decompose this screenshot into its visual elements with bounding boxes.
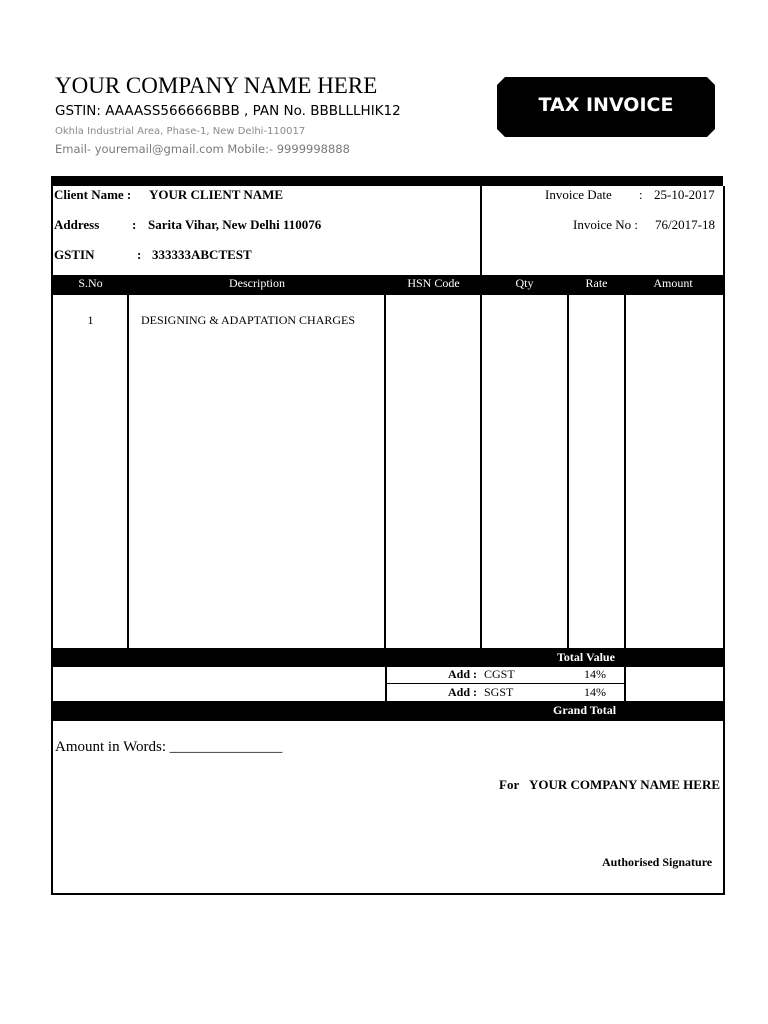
client-name-label: Client Name : bbox=[54, 187, 132, 202]
company-address: Okhla Industrial Area, Phase-1, New Delhi-110017 bbox=[55, 126, 306, 137]
sgst-rate: 14% bbox=[584, 685, 606, 699]
header-qty: Qty bbox=[515, 276, 534, 290]
grand-total-bar bbox=[51, 701, 723, 721]
col-line-rate bbox=[624, 295, 626, 648]
invoice-date-label: Invoice Date bbox=[545, 187, 612, 202]
tax-line-left bbox=[385, 667, 387, 701]
header-rate: Rate bbox=[585, 276, 608, 290]
header-amount: Amount bbox=[653, 276, 693, 290]
invoice-no-value: 76/2017-18 bbox=[655, 217, 715, 232]
client-gstin-sep: : bbox=[137, 247, 142, 262]
authorised-signature: Authorised Signature bbox=[602, 855, 713, 869]
item-sno: 1 bbox=[87, 313, 94, 327]
info-divider bbox=[480, 186, 482, 276]
cgst-label: CGST bbox=[484, 667, 515, 681]
client-name-value: YOUR CLIENT NAME bbox=[149, 187, 284, 202]
sgst-add-label: Add : bbox=[448, 685, 478, 699]
tax-row-divider bbox=[385, 683, 625, 684]
for-label: For bbox=[499, 777, 520, 792]
total-value-label: Total Value bbox=[557, 650, 615, 664]
invoice-date-sep: : bbox=[639, 187, 643, 202]
for-company-name: YOUR COMPANY NAME HERE bbox=[529, 777, 721, 792]
company-gstin-pan: GSTIN: AAAASS566666BBB , PAN No. BBBLLLHIK12 bbox=[55, 103, 401, 119]
client-address-label: Address bbox=[54, 217, 100, 232]
client-address-sep: : bbox=[132, 217, 137, 232]
badge-title: TAX INVOICE bbox=[538, 94, 674, 116]
item-description: DESIGNING & ADAPTATION CHARGES bbox=[141, 313, 356, 327]
sgst-label: SGST bbox=[484, 685, 514, 699]
tax-line-right bbox=[624, 667, 626, 701]
company-name: YOUR COMPANY NAME HERE bbox=[55, 73, 378, 98]
grand-total-label: Grand Total bbox=[553, 703, 617, 717]
client-gstin-label: GSTIN bbox=[54, 247, 95, 262]
tax-invoice-badge bbox=[497, 77, 715, 137]
cgst-rate: 14% bbox=[584, 667, 606, 681]
invoice-no-label: Invoice No : bbox=[573, 217, 638, 232]
col-line-hsn bbox=[480, 295, 482, 648]
header-sno: S.No bbox=[78, 276, 103, 290]
header-description: Description bbox=[229, 276, 285, 290]
total-value-bar bbox=[51, 648, 723, 667]
client-gstin-value: 333333ABCTEST bbox=[152, 247, 252, 262]
client-address-value: Sarita Vihar, New Delhi 110076 bbox=[148, 217, 322, 232]
invoice-date-value: 25-10-2017 bbox=[654, 187, 715, 202]
amount-in-words: Amount in Words: _______________ bbox=[55, 739, 283, 755]
header-hsn-code: HSN Code bbox=[407, 276, 460, 290]
top-bar bbox=[51, 176, 723, 186]
col-line-qty bbox=[567, 295, 569, 648]
company-contact: Email- youremail@gmail.com Mobile:- 9999998888 bbox=[55, 142, 350, 156]
col-line-sno bbox=[127, 295, 129, 648]
col-line-description bbox=[384, 295, 386, 648]
cgst-add-label: Add : bbox=[448, 667, 478, 681]
